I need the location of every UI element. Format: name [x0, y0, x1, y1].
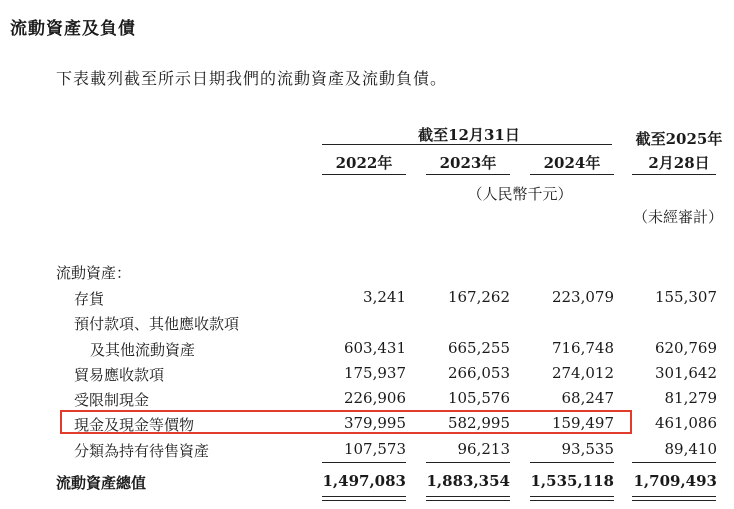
total-double-rule-2022: [322, 496, 406, 501]
cell-prepayments-2023: 665,255: [447, 339, 510, 357]
header-unaudited: （未經審計）: [632, 208, 723, 226]
header-underline-2022: [322, 174, 406, 175]
cell-restricted-cash-2023: 105,576: [447, 389, 510, 407]
subtotal-rule-2022: [322, 462, 406, 463]
group-label-current-assets: 流動資產：: [56, 264, 132, 282]
total-double-rule-2023: [426, 496, 510, 501]
cell-cash-equivalents-2025: 461,086: [654, 414, 717, 432]
header-underline-2023: [426, 174, 510, 175]
header-underline-2024: [530, 174, 614, 175]
cell-trade-receivables-2024: 274,012: [551, 364, 614, 382]
cell-prepayments-2022: 603,431: [343, 339, 406, 357]
header-side-line2: 2月28日: [648, 154, 710, 172]
row-label-held-for-sale: 分類為持有待售資產: [74, 442, 210, 460]
header-year-2022: 2022年: [335, 154, 393, 172]
subtotal-rule-2024: [530, 462, 614, 463]
section-title: 流動資產及負債: [10, 19, 136, 39]
row-label-prepayments-line1: 預付款項、其他應收款項: [74, 315, 240, 333]
row-label-total: 流動資產總值: [56, 474, 147, 492]
row-label-cash-equivalents: 現金及現金等價物: [74, 416, 195, 434]
header-year-2023: 2023年: [439, 154, 497, 172]
cell-total-2022: 1,497,083: [322, 472, 406, 490]
row-label-trade-receivables: 貿易應收款項: [74, 366, 165, 384]
cell-inventory-2023: 167,262: [447, 288, 510, 306]
cell-total-2024: 1,535,118: [530, 472, 614, 490]
cell-prepayments-2024: 716,748: [551, 339, 614, 357]
cell-restricted-cash-2024: 68,247: [561, 389, 614, 407]
row-label-restricted-cash: 受限制現金: [74, 391, 150, 409]
total-double-rule-2024: [530, 496, 614, 501]
subtotal-rule-2023: [426, 462, 510, 463]
cell-held-for-sale-2025: 89,410: [664, 440, 717, 458]
header-unit: （人民幣千元）: [467, 185, 573, 203]
cell-total-2023: 1,883,354: [426, 472, 510, 490]
header-side-line1: 截至2025年: [635, 130, 723, 148]
cell-cash-equivalents-2024: 159,497: [551, 414, 614, 432]
cell-trade-receivables-2023: 266,053: [447, 364, 510, 382]
subtotal-rule-2025: [632, 462, 716, 463]
header-group-underline: [322, 144, 612, 145]
header-underline-side: [632, 174, 716, 175]
total-double-rule-2025: [632, 496, 716, 501]
cell-held-for-sale-2022: 107,573: [343, 440, 406, 458]
cell-prepayments-2025: 620,769: [654, 339, 717, 357]
cell-trade-receivables-2025: 301,642: [654, 364, 717, 382]
header-year-2024: 2024年: [543, 154, 601, 172]
cell-trade-receivables-2022: 175,937: [343, 364, 406, 382]
cell-inventory-2025: 155,307: [654, 288, 717, 306]
cell-cash-equivalents-2022: 379,995: [343, 414, 406, 432]
cell-inventory-2022: 3,241: [363, 288, 406, 306]
row-label-inventory: 存貨: [74, 290, 105, 308]
cell-restricted-cash-2025: 81,279: [664, 389, 717, 407]
cell-held-for-sale-2024: 93,535: [561, 440, 614, 458]
row-label-prepayments-line2: 及其他流動資產: [90, 341, 196, 359]
cell-cash-equivalents-2023: 582,995: [447, 414, 510, 432]
cell-inventory-2024: 223,079: [551, 288, 614, 306]
intro-text: 下表載列截至所示日期我們的流動資產及流動負債。: [56, 69, 448, 88]
cell-held-for-sale-2023: 96,213: [457, 440, 510, 458]
header-group-label: 截至12月31日: [418, 126, 520, 144]
cell-total-2025: 1,709,493: [633, 472, 717, 490]
cell-restricted-cash-2022: 226,906: [343, 389, 406, 407]
